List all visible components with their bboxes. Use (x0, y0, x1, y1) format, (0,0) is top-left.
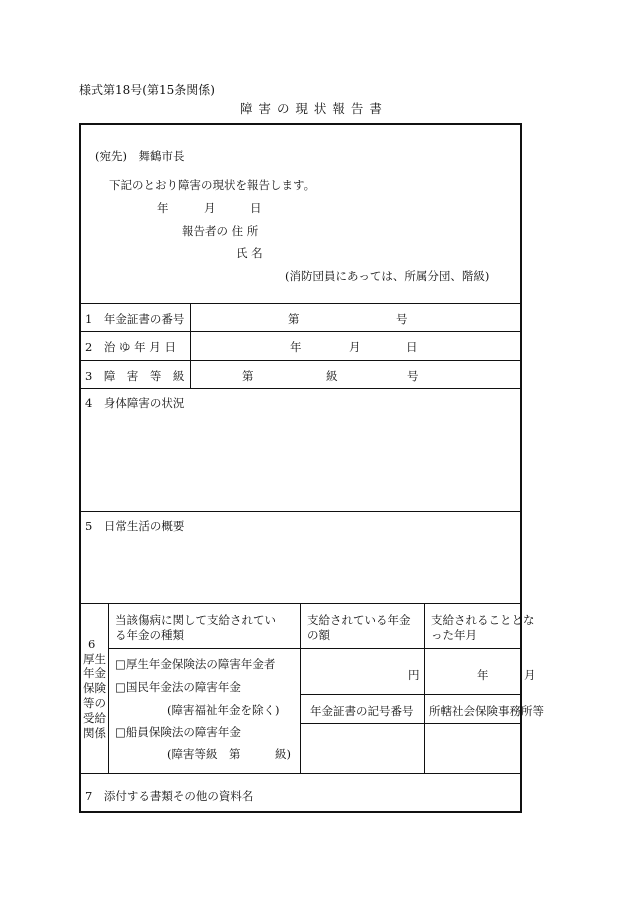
pension-type-header-2: る年金の種類 (115, 628, 184, 642)
section6-label-3: 年金 (83, 666, 106, 680)
cure-date-year: 年 (290, 340, 302, 354)
office-header: 所轄社会保険事務所等 (429, 704, 544, 718)
pension-type-seamen: □船員保険法の障害年金 (115, 725, 241, 739)
section6-label-1: 6 (88, 637, 96, 651)
section6-label-6: 受給 (83, 711, 106, 725)
rule-s6-mid (300, 694, 522, 695)
rule-s6-lower (300, 723, 522, 724)
reporter-name-label: 氏 名 (236, 246, 263, 260)
disability-grade-dai: 第 (242, 369, 254, 383)
date-day-label: 日 (250, 201, 262, 215)
form-title: 障 害 の 現 状 報 告 書 (240, 101, 383, 116)
rule-s6-col2 (424, 603, 425, 773)
rule-after-intro (79, 303, 522, 304)
disability-grade-go: 号 (407, 369, 419, 383)
rule-s6-header (108, 648, 522, 649)
start-year-label: 年 (477, 668, 489, 682)
pension-type-welfare: □厚生年金保険法の障害年金者 (115, 657, 276, 671)
section6-label-5: 等の (83, 696, 106, 710)
attachments-label: 7 添付する書類その他の資料名 (85, 789, 254, 803)
cure-date-day: 日 (406, 340, 418, 354)
pension-type-national: □国民年金法の障害年金 (115, 680, 241, 694)
section6-label-7: 関係 (83, 726, 106, 740)
physical-condition-label: 4 身体障害の状況 (85, 396, 185, 410)
rule-s6-label (108, 603, 109, 773)
rule-after-row2 (79, 360, 522, 361)
pension-number-go: 号 (396, 312, 408, 326)
section6-label-4: 保険 (83, 681, 106, 695)
rule-label-divider (190, 303, 191, 388)
date-month-label: 月 (204, 201, 216, 215)
rule-after-row1 (79, 331, 522, 332)
addressee: (宛先) 舞鶴市長 (95, 149, 185, 163)
daily-life-label: 5 日常生活の概要 (85, 519, 185, 533)
rule-s6-col1 (300, 603, 301, 773)
disability-grade-kyu: 級 (326, 369, 338, 383)
amount-unit-yen: 円 (408, 668, 420, 682)
statement: 下記のとおり障害の現状を報告します。 (109, 178, 316, 192)
form-number: 様式第18号(第15条関係) (79, 83, 215, 97)
rule-after-row3 (79, 388, 522, 389)
cure-date-month: 月 (349, 340, 361, 354)
start-month-header-1: 支給されることとな (431, 613, 535, 627)
pension-number-label: 1 年金証書の番号 (85, 312, 185, 326)
cert-symbol-header: 年金証書の記号番号 (310, 704, 414, 718)
rule-after-row6 (79, 773, 522, 774)
pension-number-dai: 第 (288, 312, 300, 326)
start-month-label: 月 (524, 668, 536, 682)
rule-after-row4 (79, 511, 522, 512)
amount-header-2: の額 (307, 628, 330, 642)
section6-label-2: 厚生 (83, 652, 106, 666)
reporter-address-label: 報告者の 住 所 (182, 224, 259, 238)
amount-header-1: 支給されている年金 (307, 613, 411, 627)
pension-type-grade-note: (障害等級 第 級) (167, 747, 291, 761)
fire-brigade-note: (消防団員にあっては、所属分団、階級) (285, 269, 490, 283)
cure-date-label: 2 治 ゆ 年 月 日 (85, 340, 176, 354)
pension-type-national-note: (障害福祉年金を除く) (167, 703, 280, 717)
pension-type-header-1: 当該傷病に関して支給されてい (115, 613, 276, 627)
date-year-label: 年 (157, 201, 169, 215)
disability-grade-label: 3 障 害 等 級 (85, 369, 185, 383)
start-month-header-2: った年月 (431, 628, 477, 642)
